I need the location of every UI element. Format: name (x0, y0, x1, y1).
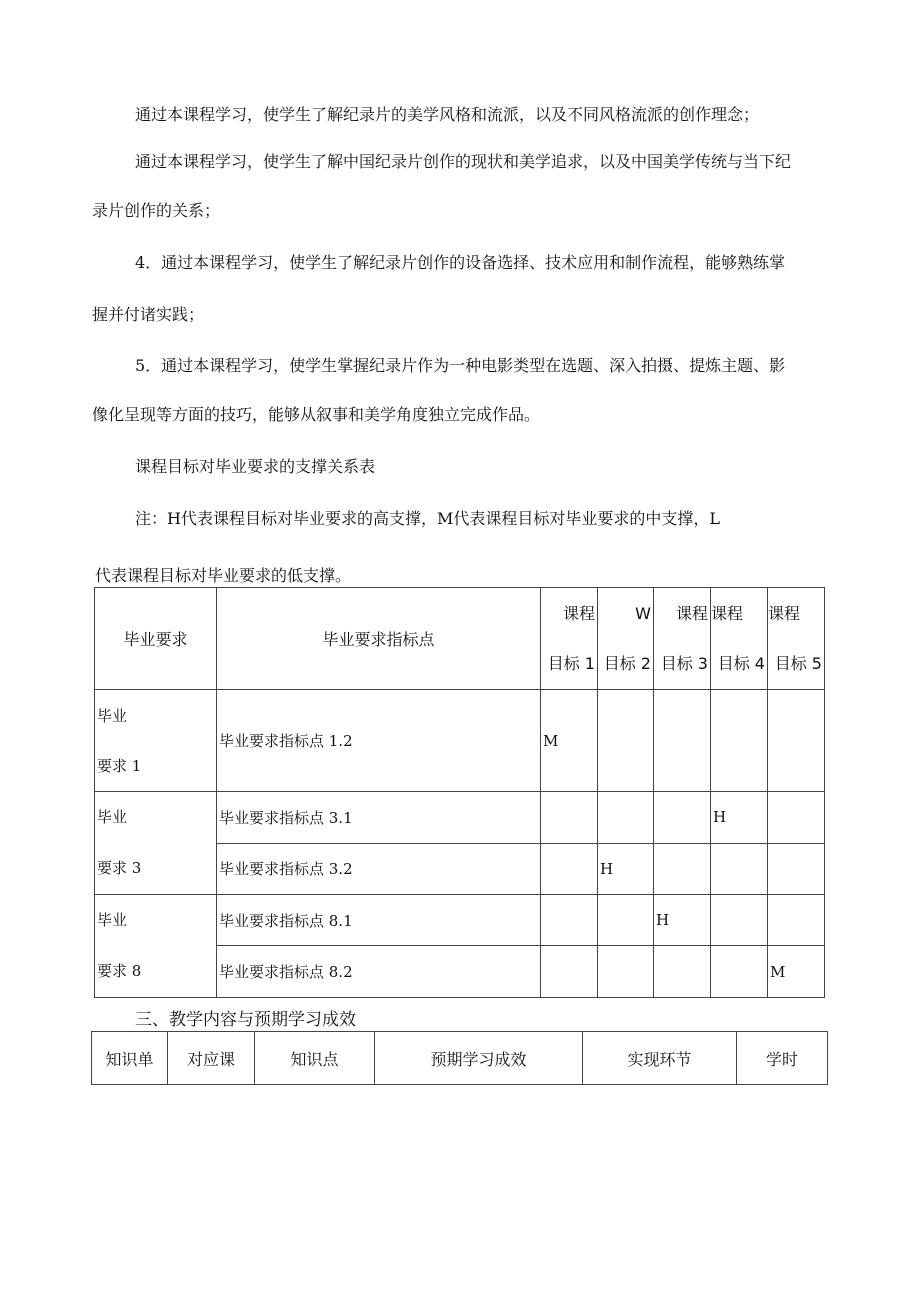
mark-cell (541, 843, 598, 895)
table-header-row (95, 588, 825, 690)
req-label: 要求 8 (97, 962, 142, 980)
header-course: 对应课 (168, 1032, 255, 1085)
indicator-cell: 毕业要求指标点 1.2 (217, 690, 541, 792)
mark-cell (711, 690, 768, 792)
header-goal-1-bottom: 目标 1 (547, 653, 595, 673)
mark-cell (598, 946, 654, 998)
header-indicator: 毕业要求指标点 (217, 588, 541, 690)
header-knowledge-point: 知识点 (255, 1032, 375, 1085)
table-caption: 课程目标对毕业要求的支撑关系表 (135, 457, 376, 476)
req-label: 要求 3 (97, 859, 142, 877)
mark-cell: M (768, 946, 825, 998)
mark-cell (654, 843, 711, 895)
paragraph: 通过本课程学习，使学生了解中国纪录片创作的现状和美学追求，以及中国美学传统与当下纪 (135, 152, 792, 171)
mark-cell (768, 792, 825, 844)
mark-cell: H (711, 792, 768, 844)
mark-cell (541, 946, 598, 998)
mark-cell (654, 792, 711, 844)
header-goal-1-top: 课程 (562, 603, 595, 623)
indicator-cell: 毕业要求指标点 3.2 (217, 843, 541, 895)
indicator-cell: 毕业要求指标点 8.2 (217, 946, 541, 998)
paragraph: 像化呈现等方面的技巧，能够从叙事和美学角度独立完成作品。 (92, 405, 541, 424)
header-hours: 学时 (737, 1032, 828, 1085)
header-goal-5-top: 课程 (768, 603, 801, 623)
table-header-row (92, 1032, 828, 1085)
header-goal-3-bottom: 目标 3 (660, 653, 708, 673)
mark-cell (711, 946, 768, 998)
paragraph: 4．通过本课程学习，使学生了解纪录片创作的设备选择、技术应用和制作流程，能够熟练掌 (135, 253, 786, 272)
req-label: 要求 1 (97, 756, 142, 775)
mark-cell (768, 843, 825, 895)
mark-cell: M (541, 690, 598, 792)
paragraph: 握并付诸实践； (92, 305, 205, 324)
paragraph: 录片创作的关系； (92, 201, 221, 220)
support-table (94, 587, 825, 998)
mark-cell (768, 690, 825, 792)
note: 注：H代表课程目标对毕业要求的高支撑，M代表课程目标对毕业要求的中支撑，L (135, 509, 720, 528)
paragraph: 5．通过本课程学习，使学生掌握纪录片作为一种电影类型在选题、深入拍摄、提炼主题、影 (135, 356, 786, 375)
mark-cell (654, 946, 711, 998)
mark-cell (654, 690, 711, 792)
req-label: 毕业 (97, 808, 128, 826)
mark-cell: H (598, 843, 654, 895)
req-label: 毕业 (97, 706, 128, 725)
indicator-cell: 毕业要求指标点 8.1 (217, 895, 541, 946)
mark-cell (598, 792, 654, 844)
mark-cell (541, 792, 598, 844)
section-heading: 三、教学内容与预期学习成效 (135, 1010, 356, 1030)
indicator-cell: 毕业要求指标点 3.1 (217, 792, 541, 844)
header-expected-outcome: 预期学习成效 (375, 1032, 583, 1085)
content-table (91, 1031, 828, 1085)
note: 代表课程目标对毕业要求的低支撑。 (95, 566, 352, 585)
req-label: 毕业 (97, 911, 128, 929)
header-goal-3-top: 课程 (675, 603, 708, 623)
header-implementation: 实现环节 (583, 1032, 737, 1085)
header-req: 毕业要求 (95, 588, 217, 690)
table-row (95, 895, 825, 946)
table-row (95, 690, 825, 792)
header-goal-2-bottom: 目标 2 (603, 653, 651, 673)
mark-cell (711, 895, 768, 946)
header-goal-5-bottom: 目标 5 (774, 653, 822, 673)
header-goal-4-top: 课程 (711, 603, 744, 623)
header-knowledge-unit: 知识单 (92, 1032, 168, 1085)
table-row (95, 792, 825, 844)
paragraph: 通过本课程学习，使学生了解纪录片的美学风格和流派，以及不同风格流派的创作理念； (135, 105, 760, 124)
mark-cell (541, 895, 598, 946)
header-goal-4-bottom: 目标 4 (717, 653, 765, 673)
mark-cell (711, 843, 768, 895)
mark-cell (598, 690, 654, 792)
mark-cell: H (654, 895, 711, 946)
header-goal-2-top: W (635, 603, 651, 623)
mark-cell (768, 895, 825, 946)
mark-cell (598, 895, 654, 946)
